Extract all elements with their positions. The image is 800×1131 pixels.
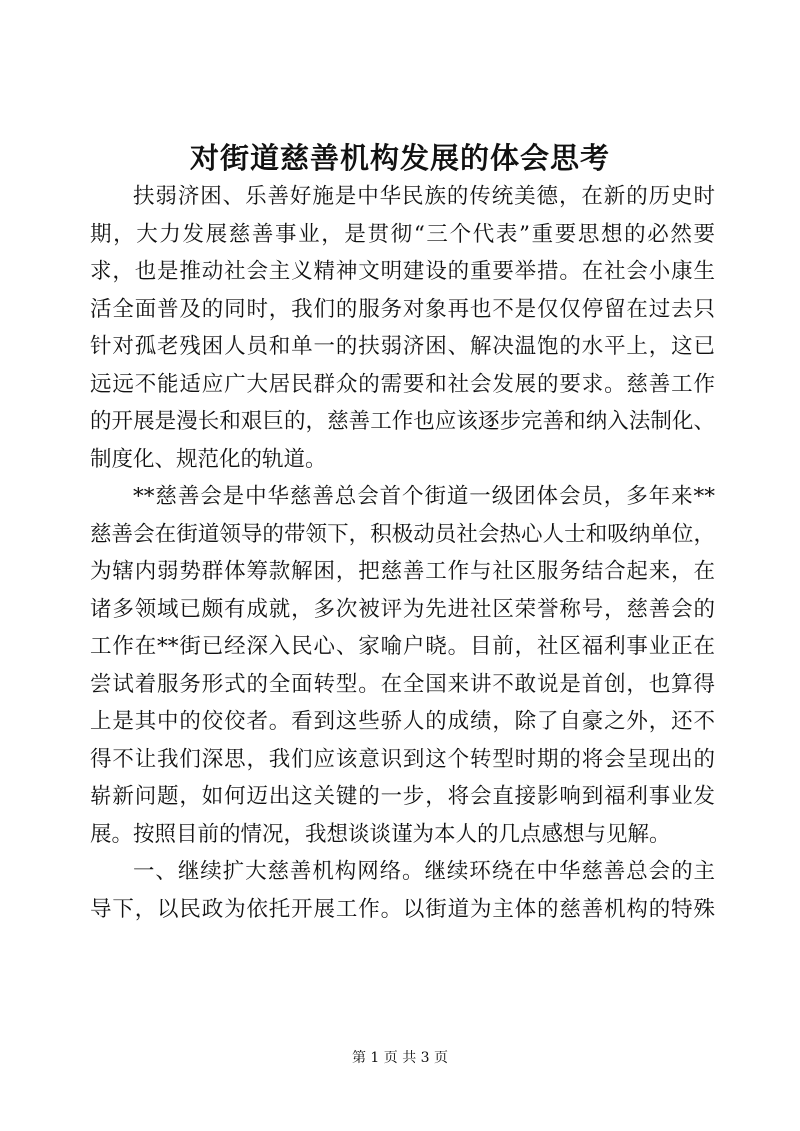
text-line: 为辖内弱势群体筹款解困，把慈善工作与社区服务结合起来，在	[90, 559, 715, 584]
text-line: 期，大力发展慈善事业，是贯彻“三个代表”重要思想的必然要	[90, 221, 715, 247]
text-line: 尝试着服务形式的全面转型。在全国来讲不敢说是首创，也算得	[90, 671, 715, 697]
text-line: **慈善会是中华慈善总会首个街道一级团体会员，多年来**	[133, 484, 715, 509]
text-line: 崭新问题，如何迈出这关键的一步，将会直接影响到福利事业发	[90, 784, 715, 809]
text-line: 慈善会在街道领导的带领下，积极动员社会热心人士和吸纳单位，	[90, 521, 715, 547]
paragraph-2	[90, 478, 715, 853]
text-line: 扶弱济困、乐善好施是中华民族的传统美德，在新的历史时	[133, 184, 715, 209]
document-title: 对街道慈善机构发展的体会思考	[189, 141, 610, 175]
text-line: 远远不能适应广大居民群众的需要和社会发展的要求。慈善工作	[90, 371, 715, 397]
text-line: 展。按照目前的情况，我想谈谈谨为本人的几点感想与见解。	[90, 821, 671, 847]
text-line: 制度化、规范化的轨道。	[90, 446, 327, 472]
text-line: 求，也是推动社会主义精神文明建设的重要举措。在社会小康生	[90, 259, 715, 284]
document-body	[90, 178, 715, 928]
text-line: 导下，以民政为依托开展工作。以街道为主体的慈善机构的特殊	[90, 896, 715, 922]
text-line: 工作在**街已经深入民心、家喻户晓。目前，社区福利事业正在	[90, 634, 715, 659]
text-line: 活全面普及的同时，我们的服务对象再也不是仅仅停留在过去只	[90, 296, 715, 322]
text-line: 的开展是漫长和艰巨的，慈善工作也应该逐步完善和纳入法制化、	[90, 409, 715, 434]
text-line: 针对孤老残困人员和单一的扶弱济困、解决温饱的水平上，这已	[90, 334, 715, 359]
paragraph-3	[90, 853, 715, 928]
text-line: 诸多领域已颇有成就，多次被评为先进社区荣誉称号，慈善会的	[90, 596, 715, 622]
text-line: 上是其中的佼佼者。看到这些骄人的成绩，除了自豪之外，还不	[90, 709, 715, 734]
text-line: 得不让我们深思，我们应该意识到这个转型时期的将会呈现出的	[90, 746, 715, 772]
paragraph-1	[90, 178, 715, 478]
page-footer: 第 1 页 共 3 页	[351, 1050, 449, 1066]
text-line: 一、继续扩大慈善机构网络。继续环绕在中华慈善总会的主	[133, 859, 715, 884]
